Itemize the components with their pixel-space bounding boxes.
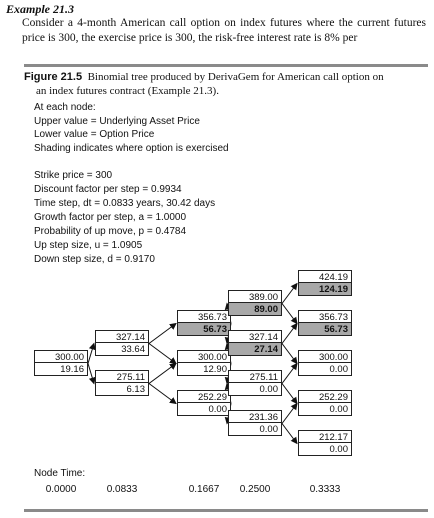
tree-branch-arrow <box>88 344 94 364</box>
tree-branch-arrow <box>282 284 297 304</box>
node-option-price: 56.73 <box>177 323 231 336</box>
node-option-price: 0.00 <box>298 443 352 456</box>
tree-branch-arrow <box>149 364 176 384</box>
tree-branch-arrow <box>282 324 297 344</box>
tree-node <box>298 310 352 336</box>
tree-node <box>177 390 231 416</box>
node-asset-price: 327.14 <box>228 330 282 343</box>
tree-branch-arrow <box>282 404 297 424</box>
tree-branch-arrow <box>282 344 297 364</box>
node-option-price: 12.90 <box>177 363 231 376</box>
node-option-price: 33.64 <box>95 343 149 356</box>
node-option-price: 0.00 <box>177 403 231 416</box>
example-paragraph: Consider a 4-month American call option on index futures where the current futures price is 300, the exercise price is 300, the risk-free interest rate is 8% per <box>22 17 426 44</box>
node-option-price: 0.00 <box>298 403 352 416</box>
tree-branch-arrow <box>282 364 297 384</box>
legend-lower: Lower value = Option Price <box>34 129 155 140</box>
figure-label: Figure 21.5 <box>24 71 83 83</box>
node-time-value: 0.0833 <box>106 484 138 495</box>
tree-branch-arrow <box>282 384 297 404</box>
node-asset-price: 300.00 <box>177 350 231 363</box>
param-growth: Growth factor per step, a = 1.0000 <box>34 212 187 223</box>
node-option-price: 0.00 <box>298 363 352 376</box>
tree-node <box>228 370 282 396</box>
node-asset-price: 275.11 <box>95 370 149 383</box>
tree-node <box>298 350 352 376</box>
tree-node <box>34 350 88 376</box>
node-time-value: 0.1667 <box>188 484 220 495</box>
param-probability: Probability of up move, p = 0.4784 <box>34 226 187 237</box>
node-time-value: 0.2500 <box>239 484 271 495</box>
node-option-price: 0.00 <box>228 383 282 396</box>
legend-shading: Shading indicates where option is exercised <box>34 143 229 154</box>
param-strike: Strike price = 300 <box>34 170 113 181</box>
node-option-price: 27.14 <box>228 343 282 356</box>
tree-branch-arrow <box>149 344 176 364</box>
tree-node <box>228 330 282 356</box>
node-asset-price: 389.00 <box>228 290 282 303</box>
node-option-price: 124.19 <box>298 283 352 296</box>
tree-node <box>177 350 231 376</box>
tree-branch-arrow <box>282 304 297 324</box>
param-up-step: Up step size, u = 1.0905 <box>34 240 143 251</box>
param-discount: Discount factor per step = 0.9934 <box>34 184 182 195</box>
example-title: Example 21.3 <box>6 2 74 16</box>
tree-node <box>95 370 149 396</box>
node-asset-price: 275.11 <box>228 370 282 383</box>
tree-branch-arrow <box>282 424 297 444</box>
tree-branch-arrow <box>149 384 176 404</box>
tree-node <box>298 430 352 456</box>
node-asset-price: 252.29 <box>177 390 231 403</box>
tree-node <box>95 330 149 356</box>
legend-upper: Upper value = Underlying Asset Price <box>34 116 200 127</box>
tree-node <box>177 310 231 336</box>
tree-node <box>298 390 352 416</box>
param-down-step: Down step size, d = 0.9170 <box>34 254 155 265</box>
param-timestep: Time step, dt = 0.0833 years, 30.42 days <box>34 198 216 209</box>
node-option-price: 89.00 <box>228 303 282 316</box>
node-asset-price: 424.19 <box>298 270 352 283</box>
node-asset-price: 231.36 <box>228 410 282 423</box>
node-asset-price: 300.00 <box>34 350 88 363</box>
node-option-price: 19.16 <box>34 363 88 376</box>
node-time-value: 0.0000 <box>45 484 77 495</box>
tree-branch-arrow <box>88 364 94 384</box>
tree-node <box>298 270 352 296</box>
node-option-price: 6.13 <box>95 383 149 396</box>
node-asset-price: 212.17 <box>298 430 352 443</box>
node-asset-price: 356.73 <box>298 310 352 323</box>
tree-node <box>228 410 282 436</box>
node-option-price: 56.73 <box>298 323 352 336</box>
node-asset-price: 300.00 <box>298 350 352 363</box>
tree-branch-arrow <box>149 324 176 344</box>
node-option-price: 0.00 <box>228 423 282 436</box>
node-asset-price: 356.73 <box>177 310 231 323</box>
node-asset-price: 327.14 <box>95 330 149 343</box>
legend-at-each-node: At each node: <box>34 102 96 113</box>
figure-caption-line1: Binomial tree produced by DerivaGem for American call option on <box>87 71 384 83</box>
figure-bottom-rule <box>24 509 428 512</box>
node-time-value: 0.3333 <box>309 484 341 495</box>
node-time-label: Node Time: <box>34 468 86 479</box>
figure-caption-line2: an index futures contract (Example 21.3). <box>36 85 219 97</box>
node-asset-price: 252.29 <box>298 390 352 403</box>
tree-node <box>228 290 282 316</box>
